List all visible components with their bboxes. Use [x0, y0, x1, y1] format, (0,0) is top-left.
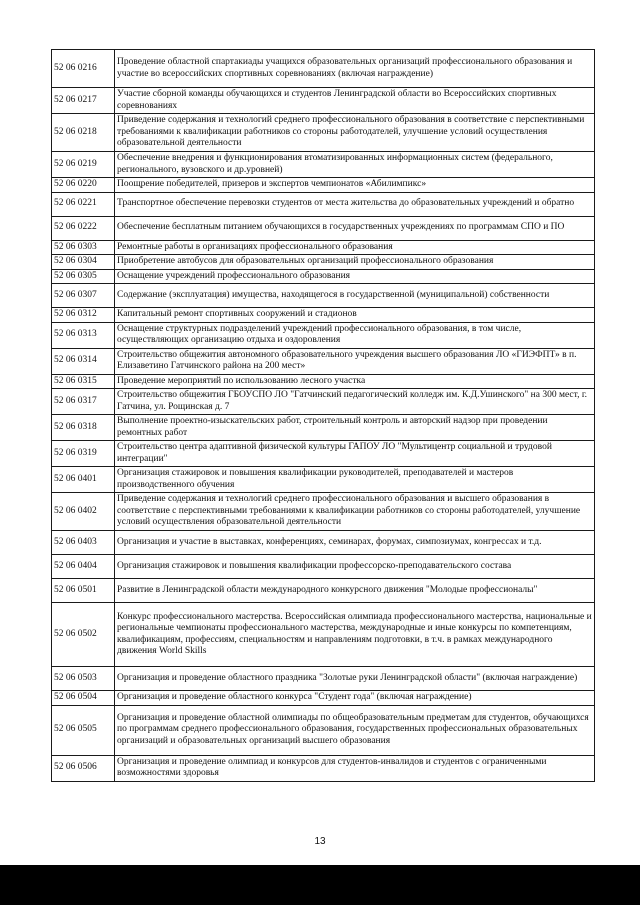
- row-code: 52 06 0505: [52, 705, 115, 755]
- row-description: Организация и участие в выставках, конференциях, семинарах, форумах, симпозиумах, конгрессах и т.д.: [115, 531, 595, 555]
- row-code: 52 06 0317: [52, 389, 115, 415]
- row-description: Строительство центра адаптивной физической культуры ГАПОУ ЛО "Мультицентр социальной и трудовой интеграции": [115, 441, 595, 467]
- scan-footer-band: [0, 865, 640, 905]
- table-row: [52, 88, 595, 114]
- table-row: [52, 389, 595, 415]
- table-row: [52, 152, 595, 178]
- table-row: [52, 348, 595, 374]
- table-row: [52, 284, 595, 308]
- row-code: 52 06 0218: [52, 114, 115, 152]
- row-description: Ремонтные работы в организациях профессионального образования: [115, 240, 595, 255]
- row-description: Строительство общежития автономного образовательного учреждения высшего образования ЛО «ГИЭФПТ» в п. Елизаветино Гатчинского района на 200 мест»: [115, 348, 595, 374]
- table-row: [52, 216, 595, 240]
- row-description: Проведение областной спартакиады учащихся образовательных организаций профессионального образования и участие во всероссийских спортивных соревнованиях (включая награждение): [115, 50, 595, 88]
- table-row: [52, 374, 595, 389]
- row-description: Организация стажировок и повышения квалификации профессорско-преподавательского состава: [115, 555, 595, 579]
- row-code: 52 06 0504: [52, 691, 115, 706]
- row-description: Организация стажировок и повышения квалификации руководителей, преподавателей и мастеров производственного обучения: [115, 467, 595, 493]
- row-code: 52 06 0216: [52, 50, 115, 88]
- row-code: 52 06 0222: [52, 216, 115, 240]
- table-row: [52, 255, 595, 270]
- row-description: Строительство общежития ГБОУСПО ЛО "Гатчинский педагогический колледж им. К.Д.Ушинского" на 300 мест, г. Гатчина, ул. Рощинская д. 7: [115, 389, 595, 415]
- table-row: [52, 579, 595, 603]
- table-row: [52, 441, 595, 467]
- row-description: Организация и проведение областного праздника "Золотые руки Ленинградской области" (включая награждение): [115, 667, 595, 691]
- table-row: [52, 667, 595, 691]
- row-description: Организация и проведение областной олимпиады по общеобразовательным предметам для студентов, обучающихся по программам среднего профессионального образования, государственных профессиональных образовательных организаций и образовательных организаций высшего образования: [115, 705, 595, 755]
- row-description: Обеспечение бесплатным питанием обучающихся в государственных учреждениях по программам СПО и ПО: [115, 216, 595, 240]
- row-description: Конкурс профессионального мастерства. Всероссийская олимпиада профессионального мастерства, национальные и региональные чемпионаты профессионального мастерства, международные и иные конкурсы по компетенциям, квалификациям, профессиям, специальностям и направлениям подготовки, в т.ч. в рамках международного движения World Skills: [115, 603, 595, 667]
- table-row: [52, 415, 595, 441]
- row-description: Развитие в Ленинградской области международного конкурсного движения "Молодые профессионалы": [115, 579, 595, 603]
- table-row: [52, 531, 595, 555]
- table-row: [52, 691, 595, 706]
- page-number: 13: [314, 836, 326, 847]
- table-row: [52, 269, 595, 284]
- row-description: Организация и проведение олимпиад и конкурсов для студентов-инвалидов и студентов с ограниченными возможностями здоровья: [115, 755, 595, 781]
- row-code: 52 06 0304: [52, 255, 115, 270]
- row-code: 52 06 0501: [52, 579, 115, 603]
- table-body: [52, 50, 595, 782]
- row-code: 52 06 0502: [52, 603, 115, 667]
- table-row: [52, 322, 595, 348]
- row-code: 52 06 0221: [52, 192, 115, 216]
- table-row: [52, 467, 595, 493]
- table-row: [52, 555, 595, 579]
- row-code: 52 06 0217: [52, 88, 115, 114]
- table-row: [52, 755, 595, 781]
- row-code: 52 06 0401: [52, 467, 115, 493]
- table-row: [52, 493, 595, 531]
- row-code: 52 06 0307: [52, 284, 115, 308]
- row-description: Организация и проведение областного конкурса "Студент года" (включая награждение): [115, 691, 595, 706]
- table-row: [52, 192, 595, 216]
- row-code: 52 06 0313: [52, 322, 115, 348]
- row-code: 52 06 0403: [52, 531, 115, 555]
- row-description: Участие сборной команды обучающихся и студентов Ленинградской области во Всероссийских спортивных соревнованиях: [115, 88, 595, 114]
- row-description: Поощрение победителей, призеров и экспертов чемпионатов «Абилимпикс»: [115, 178, 595, 193]
- row-description: Приведение содержания и технологий среднего профессионального образования в соответствие с перспективными требованиями к квалификации работников со стороны работодателей, улучшение условий осуществления образовательной деятельности: [115, 114, 595, 152]
- row-code: 52 06 0312: [52, 308, 115, 323]
- table-row: [52, 240, 595, 255]
- row-code: 52 06 0220: [52, 178, 115, 193]
- row-code: 52 06 0305: [52, 269, 115, 284]
- row-code: 52 06 0404: [52, 555, 115, 579]
- table-row: [52, 50, 595, 88]
- row-code: 52 06 0318: [52, 415, 115, 441]
- row-description: Капитальный ремонт спортивных сооружений и стадионов: [115, 308, 595, 323]
- row-description: Обеспечение внедрения и функционирования втоматизированных информационных систем (федерального, регионального, вузовского и др.уровней): [115, 152, 595, 178]
- row-description: Проведение мероприятий по использованию лесного участка: [115, 374, 595, 389]
- row-description: Оснащение структурных подразделений учреждений профессионального образования, в том числе, осуществляющих организацию отдыха и оздоровления: [115, 322, 595, 348]
- budget-code-table: [51, 49, 595, 782]
- table-row: [52, 705, 595, 755]
- row-description: Приведение содержания и технологий среднего профессионального образования и высшего образования в соответствие с перспективными требованиями к квалификации работников со стороны работодателей, улучшение условий осуществления образовательной деятельности: [115, 493, 595, 531]
- row-description: Приобретение автобусов для образовательных организаций профессионального образования: [115, 255, 595, 270]
- row-description: Оснащение учреждений профессионального образования: [115, 269, 595, 284]
- table-row: [52, 114, 595, 152]
- row-code: 52 06 0402: [52, 493, 115, 531]
- row-description: Содержание (эксплуатация) имущества, находящегося в государственной (муниципальной) собственности: [115, 284, 595, 308]
- row-code: 52 06 0303: [52, 240, 115, 255]
- table-row: [52, 308, 595, 323]
- table-row: [52, 178, 595, 193]
- row-description: Выполнение проектно-изыскательских работ, строительный контроль и авторский надзор при проведении ремонтных работ: [115, 415, 595, 441]
- row-description: Транспортное обеспечение перевозки студентов от места жительства до образовательных учреждений и обратно: [115, 192, 595, 216]
- row-code: 52 06 0319: [52, 441, 115, 467]
- row-code: 52 06 0219: [52, 152, 115, 178]
- row-code: 52 06 0314: [52, 348, 115, 374]
- row-code: 52 06 0503: [52, 667, 115, 691]
- row-code: 52 06 0315: [52, 374, 115, 389]
- table-row: [52, 603, 595, 667]
- row-code: 52 06 0506: [52, 755, 115, 781]
